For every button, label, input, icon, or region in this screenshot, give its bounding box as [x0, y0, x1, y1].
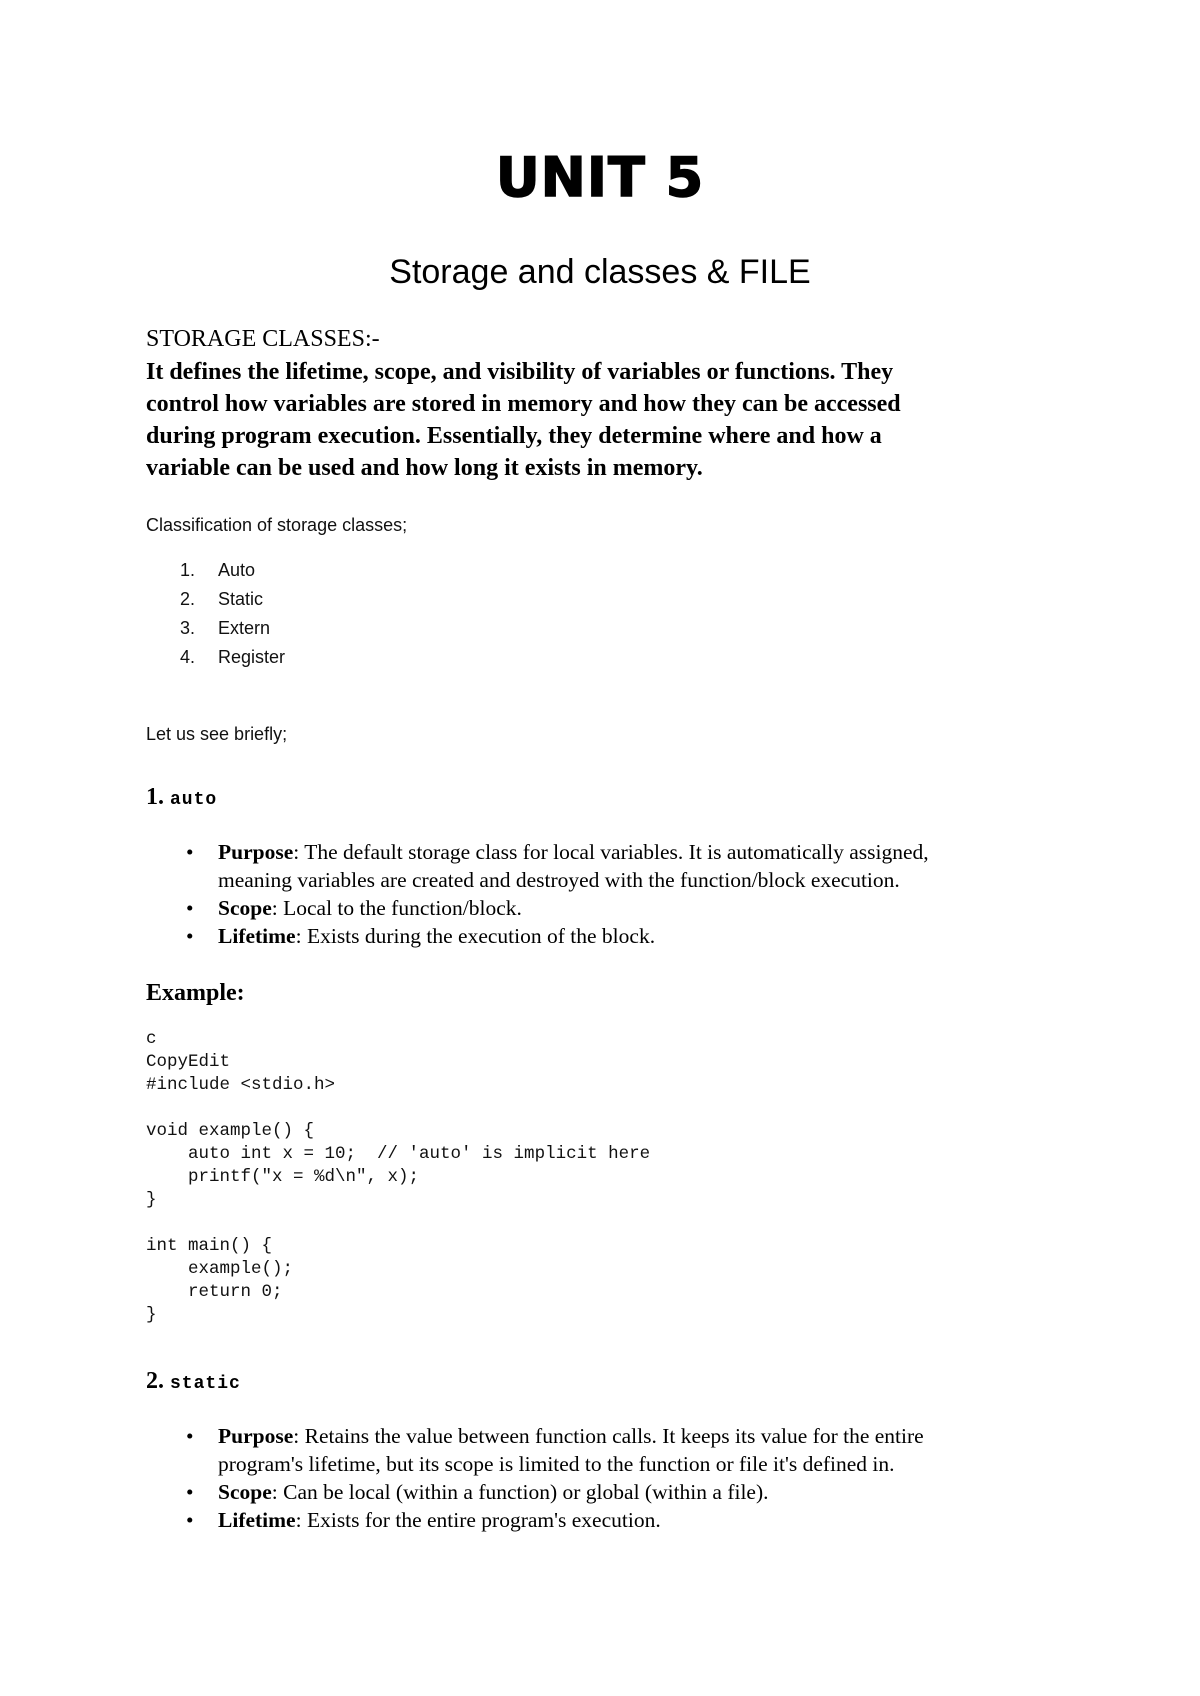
list-item [180, 614, 285, 643]
bullet-text: : Can be local (within a function) or global (within a file). [271, 1480, 769, 1504]
code-line: #include <stdio.h> [146, 1075, 336, 1095]
bullet-item [176, 1422, 924, 1478]
section-keyword: auto [170, 790, 218, 810]
bullet-text: : The default storage class for local variables. It is automatically assigned, [293, 840, 929, 864]
bullet-text: : Local to the function/block. [271, 896, 522, 920]
code-line: int main() { [146, 1236, 273, 1256]
bullet-icon: • [186, 924, 194, 948]
auto-bullet-list [176, 838, 929, 950]
let-us-see-text: Let us see briefly; [146, 724, 288, 744]
list-number: 3. [180, 618, 196, 638]
page-title: UNIT 5 [495, 146, 705, 209]
code-example [146, 1028, 650, 1327]
section-heading-auto [146, 784, 217, 811]
example-label: Example: [146, 980, 245, 1006]
code-line: } [146, 1190, 157, 1210]
list-label: Static [218, 589, 264, 609]
list-label: Extern [218, 618, 271, 638]
bullet-text: : Retains the value between function calls. It keeps its value for the entire [293, 1424, 924, 1448]
intro-line: during program execution. Essentially, they determine where and how a [146, 423, 882, 449]
classification-label: Classification of storage classes; [146, 515, 408, 535]
code-line: return 0; [146, 1282, 283, 1302]
bullet-item [176, 922, 929, 950]
bullet-item [176, 894, 929, 922]
list-label: Auto [218, 560, 256, 580]
code-line: } [146, 1305, 157, 1325]
bullet-term: Purpose [218, 840, 294, 864]
section-heading-static [146, 1368, 241, 1395]
list-number: 1. [180, 560, 196, 580]
list-item [180, 585, 285, 614]
bullet-term: Lifetime [218, 924, 296, 948]
intro-line: It defines the lifetime, scope, and visibility of variables or functions. They [146, 359, 894, 385]
list-number: 2. [180, 589, 196, 609]
bullet-text: : Exists during the execution of the block. [295, 924, 656, 948]
bullet-text: : Exists for the entire program's execution. [295, 1508, 661, 1532]
code-line [146, 1097, 650, 1120]
page-subtitle: Storage and classes & FILE [389, 253, 811, 291]
bullet-term: Scope [218, 896, 272, 920]
bullet-item [176, 1506, 924, 1534]
bullet-icon: • [186, 1424, 194, 1448]
section-number: 2. [146, 1368, 164, 1394]
list-item [180, 643, 285, 672]
bullet-icon: • [186, 840, 194, 864]
code-line: example(); [146, 1259, 294, 1279]
bullet-icon: • [186, 1508, 194, 1532]
classification-list [180, 556, 285, 672]
storage-classes-heading: STORAGE CLASSES:- [146, 326, 380, 352]
intro-line: control how variables are stored in memory and how they can be accessed [146, 391, 901, 417]
code-line: void example() { [146, 1121, 315, 1141]
code-line: printf("x = %d\n", x); [146, 1167, 420, 1187]
code-line: c [146, 1029, 157, 1049]
bullet-item [176, 838, 929, 894]
bullet-icon: • [186, 1480, 194, 1504]
static-bullet-list [176, 1422, 924, 1534]
bullet-term: Lifetime [218, 1508, 296, 1532]
intro-paragraph [146, 356, 1046, 484]
bullet-term: Scope [218, 1480, 272, 1504]
bullet-item [176, 1478, 924, 1506]
bullet-icon: • [186, 896, 194, 920]
bullet-text: meaning variables are created and destroyed with the function/block execution. [218, 868, 900, 892]
code-line [146, 1212, 650, 1235]
section-number: 1. [146, 784, 164, 810]
intro-line: variable can be used and how long it exists in memory. [146, 455, 703, 481]
bullet-term: Purpose [218, 1424, 294, 1448]
code-line: auto int x = 10; // 'auto' is implicit here [146, 1144, 651, 1164]
list-item [180, 556, 285, 585]
code-line: CopyEdit [146, 1052, 231, 1072]
list-number: 4. [180, 647, 196, 667]
bullet-text: program's lifetime, but its scope is limited to the function or file it's defined in. [218, 1452, 895, 1476]
section-keyword: static [170, 1374, 241, 1394]
list-label: Register [218, 647, 286, 667]
